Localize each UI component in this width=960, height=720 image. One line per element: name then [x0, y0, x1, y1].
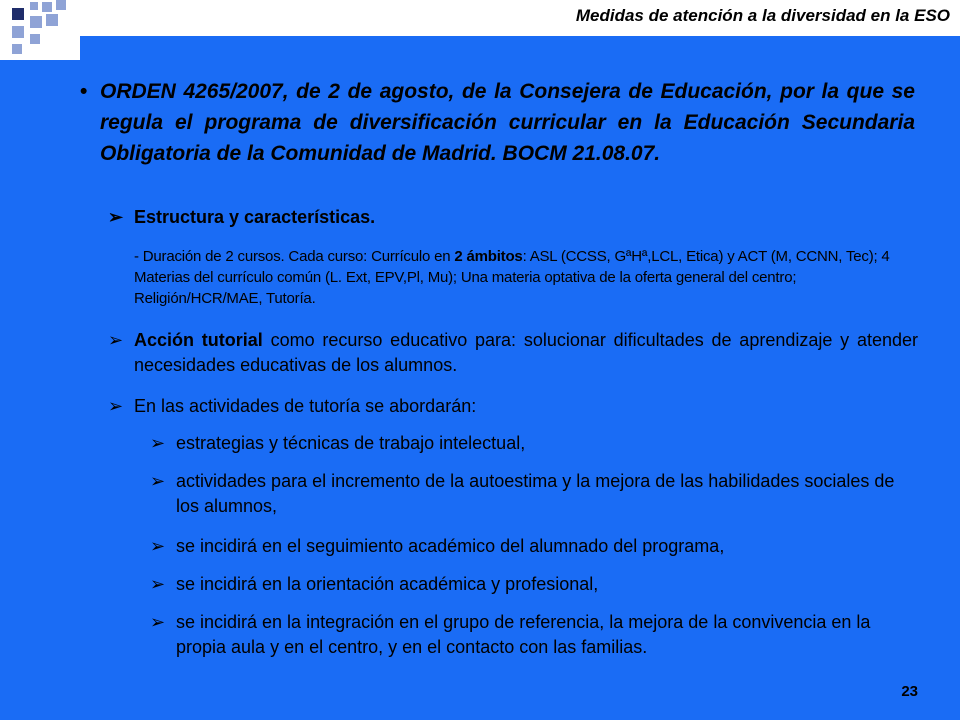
- arrow-bullet-icon: ➢: [108, 396, 124, 416]
- structure-item: [108, 205, 918, 230]
- activity-text: estrategias y técnicas de trabajo intelectual,: [176, 433, 526, 453]
- tutorial-body: como recurso educativo para: solucionar dificultades de aprendizaje y atender necesidades educativas de los alumnos.: [134, 330, 918, 375]
- arrow-bullet-icon: ➢: [150, 536, 166, 556]
- tutorial-item: [108, 328, 918, 378]
- bullet-dot: •: [80, 80, 88, 103]
- arrow-bullet-icon: ➢: [150, 471, 166, 491]
- activity-item: [150, 610, 920, 660]
- activity-item: [150, 469, 920, 519]
- activity-item: [150, 534, 920, 559]
- arrow-bullet-icon: ➢: [150, 612, 166, 632]
- activities-heading: En las actividades de tutoría se abordarán:: [134, 396, 477, 416]
- main-bullet: [80, 76, 915, 169]
- detail-prefix: - Duración de 2 cursos. Cada curso: Currículo en: [134, 248, 455, 265]
- main-bullet-text: ORDEN 4265/2007, de 2 de agosto, de la Consejera de Educación, por la que se regula el programa de diversificación curricular en la Educación Secundaria Obligatoria de la Comunidad de Madrid. BOCM 21.08.07.: [100, 80, 915, 165]
- activity-item: [150, 572, 920, 597]
- arrow-bullet-icon: ➢: [150, 433, 166, 453]
- structure-detail: [134, 246, 914, 309]
- detail-suffix: : ASL (CCSS, GªHª,LCL, Etica) y ACT (M, CCNN, Tec); 4 Materias del currículo común (L. Ext, EPV,Pl, Mu); Una materia optativa de la oferta general del centro; Religión/HCR/MAE, Tutoría.: [134, 248, 890, 307]
- activity-text: se incidirá en la integración en el grupo de referencia, la mejora de la convivencia en la propia aula y en el centro, y en el contacto con las familias.: [176, 612, 871, 657]
- arrow-bullet-icon: ➢: [150, 574, 166, 594]
- activity-item: [150, 431, 920, 456]
- tutorial-text: [134, 328, 918, 378]
- activity-text: se incidirá en la orientación académica y profesional,: [176, 574, 599, 594]
- arrow-bullet-icon: ➢: [108, 207, 124, 227]
- detail-bold: 2 ámbitos: [454, 248, 523, 265]
- structure-heading: Estructura y características.: [134, 207, 376, 227]
- page-number: 23: [901, 683, 918, 700]
- tutorial-bold: Acción tutorial: [134, 330, 263, 350]
- activity-text: actividades para el incremento de la autoestima y la mejora de las habilidades sociales de los alumnos,: [176, 471, 895, 516]
- squares-logo: [0, 0, 80, 60]
- arrow-bullet-icon: ➢: [108, 330, 124, 350]
- activities-item: [108, 394, 918, 419]
- slide-title: Medidas de atención a la diversidad en la ESO: [575, 6, 950, 25]
- activity-text: se incidirá en el seguimiento académico del alumnado del programa,: [176, 536, 725, 556]
